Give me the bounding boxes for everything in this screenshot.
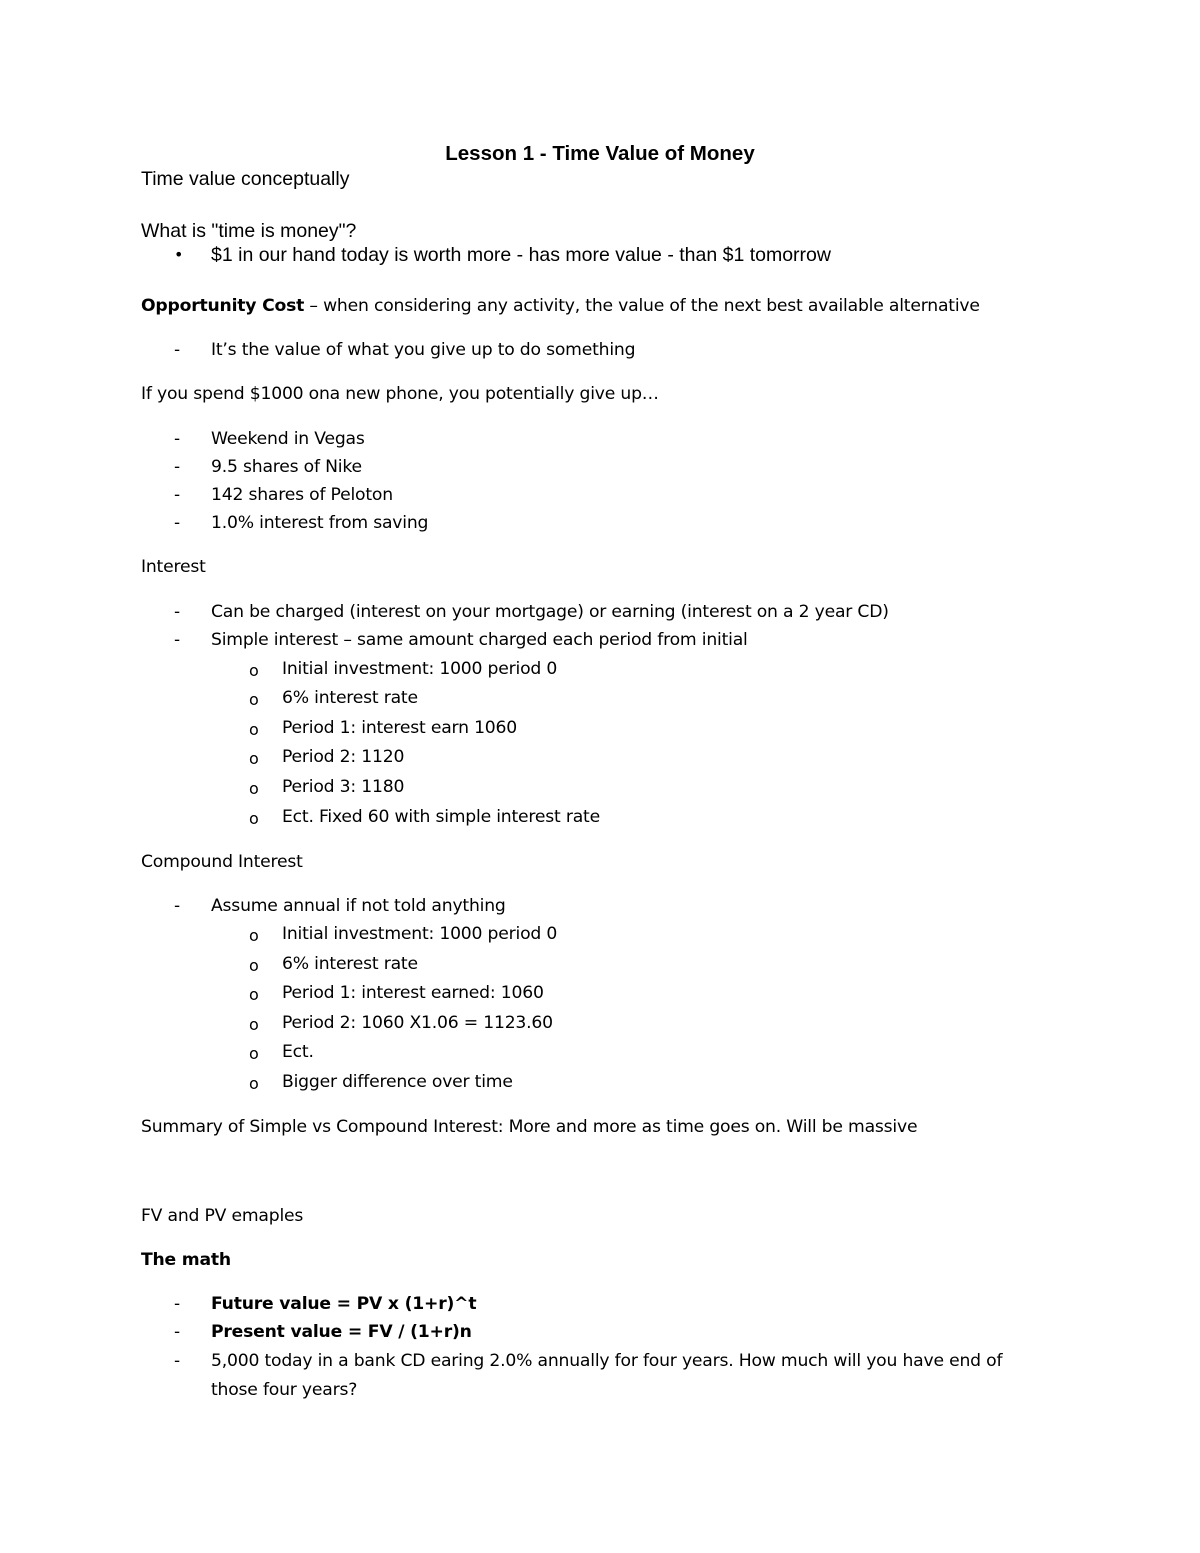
list-item: Can be charged (interest on your mortgage) or earning (interest on a 2 year CD) [211,602,889,622]
example-question-line-2: those four years? [211,1380,358,1400]
dash-marker: - [174,1294,181,1314]
circle-marker: o [249,926,259,945]
circle-marker: o [249,956,259,975]
dash-marker: - [174,602,181,622]
circle-marker: o [249,985,259,1004]
circle-marker: o [249,749,259,768]
sub-list-item: Period 2: 1120 [282,747,405,767]
example-question-line-1: 5,000 today in a bank CD earing 2.0% annually for four years. How much will you have end of [211,1351,1003,1371]
sub-list-item: Ect. Fixed 60 with simple interest rate [282,807,600,827]
dash-marker: - [174,429,181,449]
circle-marker: o [249,809,259,828]
phone-lead-text: If you spend $1000 ona new phone, you potentially give up… [141,384,659,404]
sub-list-item: 6% interest rate [282,688,418,708]
opportunity-cost-definition: – when considering any activity, the value of the next best available alternative [304,296,980,316]
dash-marker: - [174,1322,181,1342]
list-item: 1.0% interest from saving [211,513,429,533]
formula-present-value: Present value = FV / (1+r)n [211,1322,472,1342]
opportunity-cost-line [141,298,980,315]
dash-marker: - [174,1351,181,1371]
compound-interest-heading: Compound Interest [141,852,303,872]
circle-marker: o [249,779,259,798]
formula-future-value: Future value = PV x (1+r)^t [211,1294,477,1314]
dash-marker: - [174,630,181,650]
list-item: 142 shares of Peloton [211,485,393,505]
math-heading: The math [141,1250,231,1270]
circle-marker: o [249,690,259,709]
circle-marker: o [249,720,259,739]
dash-marker: - [174,340,181,360]
list-item: Weekend in Vegas [211,429,365,449]
summary-text: Summary of Simple vs Compound Interest: More and more as time goes on. Will be massive [141,1117,918,1137]
dash-marker: - [174,457,181,477]
sub-list-item: Ect. [282,1042,314,1062]
fv-pv-heading: FV and PV emaples [141,1206,304,1226]
list-item: Assume annual if not told anything [211,896,506,916]
sub-list-item: Period 1: interest earned: 1060 [282,983,544,1003]
interest-heading: Interest [141,557,206,577]
list-item: 9.5 shares of Nike [211,457,362,477]
dash-marker: - [174,896,181,916]
bullet-dot: • [174,245,184,264]
sub-list-item: Initial investment: 1000 period 0 [282,659,558,679]
opportunity-cost-term: Opportunity Cost [141,296,305,316]
question-text: What is "time is money"? [141,220,357,242]
dash-marker: - [174,513,181,533]
sub-list-item: Period 1: interest earn 1060 [282,718,518,738]
sub-list-item: Bigger difference over time [282,1072,513,1092]
dash-marker: - [174,485,181,505]
circle-marker: o [249,1074,259,1093]
list-item: Simple interest – same amount charged each period from initial [211,630,748,650]
sub-list-item: Initial investment: 1000 period 0 [282,924,558,944]
sub-list-item: 6% interest rate [282,954,418,974]
circle-marker: o [249,661,259,680]
page-title: Lesson 1 - Time Value of Money [445,142,755,165]
section-heading-time-value: Time value conceptually [141,168,350,190]
sub-list-item: Period 2: 1060 X1.06 = 1123.60 [282,1013,553,1033]
list-item: It’s the value of what you give up to do something [211,340,636,360]
circle-marker: o [249,1044,259,1063]
bullet-text: $1 in our hand today is worth more - has more value - than $1 tomorrow [211,244,831,266]
sub-list-item: Period 3: 1180 [282,777,405,797]
circle-marker: o [249,1015,259,1034]
